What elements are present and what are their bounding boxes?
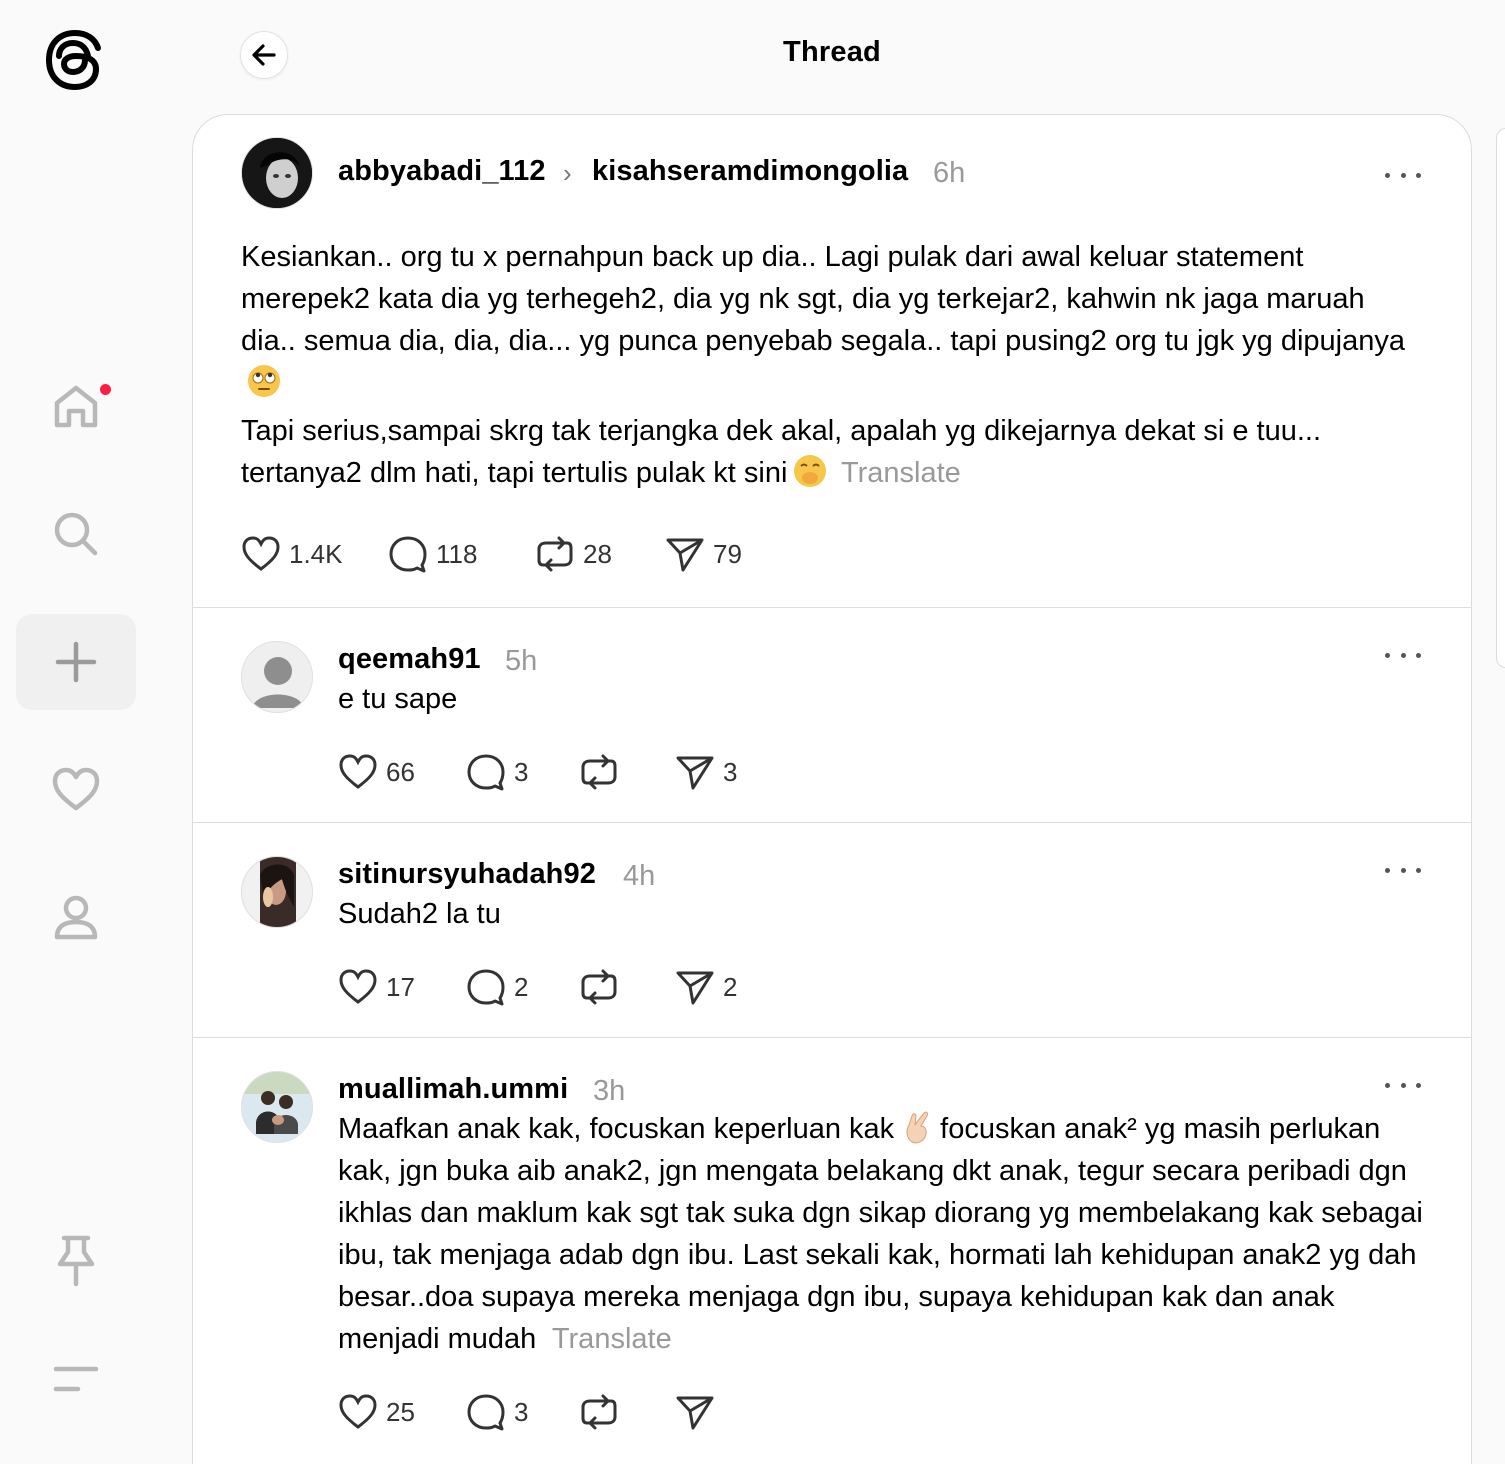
chevron-right-icon: › — [563, 158, 572, 188]
sidebar — [0, 0, 152, 1464]
post-paragraph-1: Kesiankan.. org tu x pernahpun back up dia.. Lagi pulak dari awal keluar statement merepek2 kata dia yg terhegeh2, dia yg nk sgt, dia yg terkejar2, kahwin nk jaga maruah dia.. semua dia, dia, dia... yg punca penyebab segala.. tapi pusing2 org tu jgk yg dipujanya — [241, 241, 1406, 357]
more-options-button[interactable] — [1385, 165, 1421, 185]
reply-actions — [338, 1393, 775, 1431]
heart-icon — [338, 753, 378, 791]
page-title: Thread — [783, 36, 881, 68]
repost-icon — [579, 968, 619, 1006]
replying-to-username[interactable]: kisahseramdimongolia — [592, 155, 909, 187]
profile-icon — [51, 893, 101, 943]
more-options-button[interactable] — [1385, 645, 1421, 665]
share-button[interactable] — [675, 753, 775, 791]
reply-button[interactable] — [466, 1393, 579, 1431]
repost-button[interactable] — [535, 535, 665, 573]
reply-time: 5h — [505, 645, 538, 677]
adjacent-column-edge — [1496, 128, 1505, 668]
post-body — [241, 236, 1421, 500]
share-button[interactable] — [665, 535, 775, 573]
arrow-left-icon — [251, 43, 277, 67]
send-icon — [675, 968, 715, 1006]
nav-search[interactable] — [16, 486, 136, 582]
heart-icon — [338, 968, 378, 1006]
menu-icon — [52, 1364, 100, 1394]
share-count: 2 — [723, 971, 738, 1002]
reply-username[interactable]: sitinursyuhadah92 — [338, 858, 596, 890]
nav-profile[interactable] — [16, 870, 136, 966]
like-button[interactable] — [338, 968, 466, 1006]
comment-icon — [388, 535, 428, 573]
like-count: 66 — [386, 756, 415, 787]
reply-text: e tu sape — [338, 683, 458, 715]
like-button[interactable] — [338, 753, 466, 791]
plus-icon — [54, 640, 98, 684]
home-icon — [51, 381, 101, 431]
share-button[interactable] — [675, 1393, 775, 1431]
share-count: 3 — [723, 756, 738, 787]
post-paragraph-2: Tapi serius,sampai skrg tak terjangka dek akal, apalah yg dikejarnya dekat si e tuu... tertanya2 dlm hati, tapi tertulis pulak kt sini — [241, 415, 1322, 489]
reply-time: 4h — [623, 860, 656, 892]
share-count: 79 — [713, 538, 742, 569]
post-username[interactable]: abbyabadi_112 — [338, 155, 546, 187]
reply-text-part-2: focuskan anak² yg masih perlukan kak, jgn buka aib anak2, jgn mengata belakang dkt anak, tegur secara peribadi dgn ikhlas dan maklum kak sgt tak suka dgn sikap diorang yg membelakang kak sebagai ibu, tak menjaga adab dgn ibu. Last sekali kak, hormati lah kehidupan anak2 yg dah besar..doa supaya mereka menjaga dgn ibu, supaya kehidupan kak dan anak menjadi mudah — [338, 1113, 1423, 1355]
like-count: 1.4K — [289, 538, 343, 569]
thread-card — [192, 114, 1472, 1464]
avatar[interactable] — [241, 1071, 313, 1143]
reply-count: 3 — [514, 1396, 529, 1427]
send-icon — [675, 753, 715, 791]
like-button[interactable] — [338, 1393, 466, 1431]
reply-actions — [338, 968, 775, 1006]
reply-button[interactable] — [466, 968, 579, 1006]
like-count: 17 — [386, 971, 415, 1002]
repost-icon — [535, 535, 575, 573]
reply-text — [338, 1108, 1428, 1360]
reply-post — [193, 823, 1472, 1038]
avatar[interactable] — [241, 137, 313, 209]
reply-button[interactable] — [466, 753, 579, 791]
pin-button[interactable] — [36, 1226, 116, 1296]
repost-icon — [579, 1393, 619, 1431]
reply-username[interactable]: muallimah.ummi — [338, 1073, 569, 1105]
translate-link[interactable]: Translate — [551, 1323, 672, 1355]
threads-logo[interactable] — [42, 26, 108, 94]
comment-icon — [466, 753, 506, 791]
reply-text-part-1: Maafkan anak kak, focuskan keperluan kak — [338, 1113, 895, 1145]
avatar[interactable] — [241, 856, 313, 928]
repost-count: 28 — [583, 538, 612, 569]
reply-count: 3 — [514, 756, 529, 787]
menu-button[interactable] — [36, 1344, 116, 1414]
back-button[interactable] — [240, 31, 288, 79]
translate-link[interactable]: Translate — [840, 457, 961, 489]
more-options-button[interactable] — [1385, 1075, 1421, 1095]
main-post — [193, 115, 1472, 608]
share-button[interactable] — [675, 968, 775, 1006]
reply-count: 2 — [514, 971, 529, 1002]
reply-actions — [338, 753, 775, 791]
repost-button[interactable] — [579, 1393, 675, 1431]
send-icon — [675, 1393, 715, 1431]
reply-count: 118 — [436, 538, 478, 569]
avatar[interactable] — [241, 641, 313, 713]
eye-roll-emoji-icon — [247, 364, 281, 398]
repost-button[interactable] — [579, 968, 675, 1006]
nav-home[interactable] — [16, 358, 136, 454]
heart-icon — [241, 535, 281, 573]
reply-post — [193, 608, 1472, 823]
heart-icon — [338, 1393, 378, 1431]
like-button[interactable] — [241, 535, 388, 573]
reply-button[interactable] — [388, 535, 535, 573]
post-time: 6h — [933, 157, 966, 189]
nav-create[interactable] — [16, 614, 136, 710]
pin-icon — [54, 1234, 98, 1288]
search-icon — [51, 509, 101, 559]
comment-icon — [466, 1393, 506, 1431]
pinching-hand-emoji-icon — [900, 1110, 934, 1144]
hand-over-mouth-emoji-icon — [793, 454, 827, 488]
reply-post — [193, 1038, 1472, 1464]
reply-time: 3h — [593, 1075, 626, 1107]
reply-text: Sudah2 la tu — [338, 898, 501, 930]
nav-activity[interactable] — [16, 742, 136, 838]
comment-icon — [466, 968, 506, 1006]
repost-button[interactable] — [579, 753, 675, 791]
send-icon — [665, 535, 705, 573]
like-count: 25 — [386, 1396, 415, 1427]
post-actions — [241, 535, 775, 573]
notification-dot — [98, 382, 113, 397]
more-options-button[interactable] — [1385, 860, 1421, 880]
heart-icon — [51, 765, 101, 815]
reply-username[interactable]: qeemah91 — [338, 643, 481, 675]
repost-icon — [579, 753, 619, 791]
